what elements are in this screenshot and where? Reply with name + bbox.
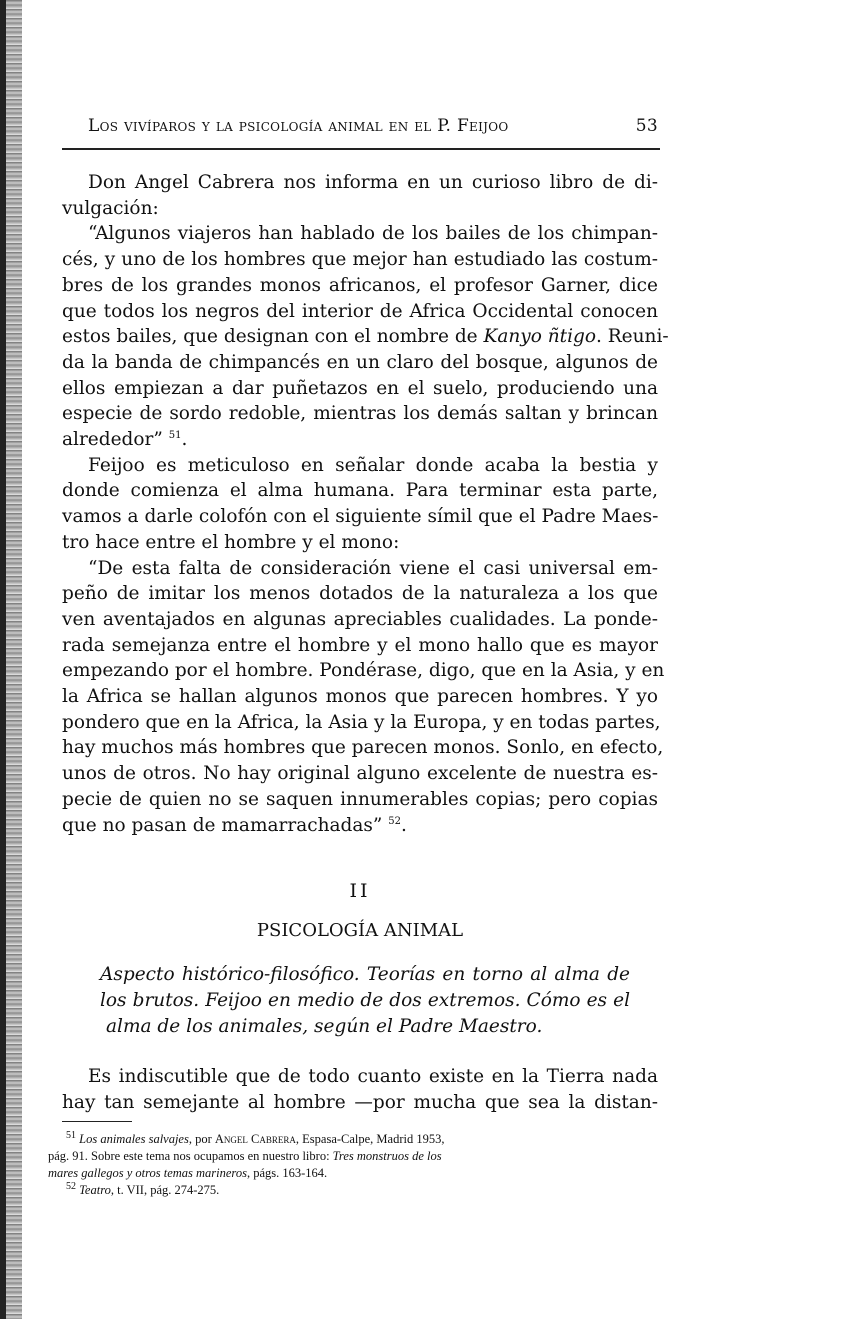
text-span: pág. 91. Sobre este tema nos ocupamos en nuestro libro:: [48, 1149, 333, 1163]
running-header: [88, 116, 658, 136]
text-span: , t. VII, pág. 274-275.: [110, 1183, 220, 1197]
text-span: .: [181, 429, 188, 451]
text-line: vulgación:: [62, 197, 159, 219]
summary-line: los brutos. Feijoo en medio de dos extremos. Cómo es el: [100, 990, 630, 1011]
text-line: “Algunos viajeros han hablado de los bailes de los chimpan-: [88, 223, 658, 245]
text-line: rada semejanza entre el hombre y el mono hallo que es mayor: [62, 634, 658, 656]
footnote-52: [48, 1182, 660, 1199]
text-line: la Africa se hallan algunos monos que parecen hombres. Y yo: [62, 686, 658, 708]
body-text-2: [62, 1064, 658, 1115]
text-line: que todos los negros del interior de Africa Occidental conocen: [62, 300, 658, 322]
text-span: , págs. 163-164.: [246, 1166, 328, 1180]
text-line: peño de imitar los menos dotados de la naturaleza a los que: [62, 583, 658, 605]
text-span: . Reuni-: [595, 326, 669, 348]
text-line: hay tan semejante al hombre —por mucha que sea la distan-: [62, 1091, 658, 1113]
text-line: “De esta falta de consideración viene el casi universal em-: [88, 557, 658, 579]
text-span: , por: [188, 1132, 215, 1146]
section-summary: [100, 962, 630, 1040]
text-line: [62, 813, 658, 839]
text-line: tro hace entre el hombre y el mono:: [62, 531, 400, 553]
footnote-number: 51: [66, 1129, 76, 1141]
text-span: estos bailes, que designan con el nombre de: [62, 326, 484, 348]
footnotes: [48, 1131, 660, 1199]
text-line: donde comienza el alma humana. Para terminar esta parte,: [62, 480, 658, 502]
text-line: Feijoo es meticuloso en señalar donde acaba la bestia y: [88, 454, 658, 476]
footnote-51: [48, 1131, 660, 1148]
text-line: bres de los grandes monos africanos, el profesor Garner, dice: [62, 274, 658, 296]
text-span: mares gallegos y otros temas marineros: [48, 1166, 247, 1180]
footnote-number: 52: [66, 1180, 76, 1192]
footnote-rule: [62, 1121, 132, 1122]
text-span: que no pasan de mamarrachadas”: [62, 814, 389, 836]
text-span: , Espasa-Calpe, Madrid 1953,: [295, 1132, 445, 1146]
header-rule: [62, 148, 660, 150]
footnote-ref: 52: [388, 815, 401, 827]
text-line: [62, 427, 658, 453]
text-line: pecie de quien no se saquen innumerables copias; pero copias: [62, 788, 658, 810]
text-span: .: [401, 814, 407, 836]
footnote-ref: 51: [168, 429, 182, 441]
footnote-line: [48, 1165, 660, 1182]
text-span: alrededor”: [62, 429, 169, 451]
text-line: especie de sordo redoble, mientras los demás saltan y brincan: [62, 403, 658, 425]
summary-line: Aspecto histórico-filosófico. Teorías en torno al alma de: [100, 964, 630, 985]
italic-term: Kanyo ñtigo: [483, 326, 596, 348]
text-line: ven aventajados en algunas apreciables cualidades. La ponde-: [62, 608, 658, 630]
text-line: [62, 324, 669, 350]
text-line: unos de otros. No hay original alguno excelente de nuestra es-: [62, 763, 658, 785]
scan-edge-dark: [0, 0, 6, 1319]
text-span: Teatro: [79, 1183, 111, 1197]
text-line: Es indiscutible que de todo cuanto existe en la Tierra nada: [88, 1066, 658, 1087]
header-title: Los vivíparos y la psicología animal en el P. Feijoo: [88, 116, 509, 136]
text-line: vamos a darle colofón con el siguiente símil que el Padre Maes-: [62, 506, 659, 528]
summary-line: alma de los animales, según el Padre Maestro.: [106, 1016, 543, 1037]
text-line: ellos empiezan a dar puñetazos en el suelo, produciendo una: [62, 377, 658, 399]
text-span: Tres monstruos de los: [332, 1149, 442, 1163]
text-line: cés, y uno de los hombres que mejor han estudiado las costum-: [62, 249, 658, 271]
text-line: empezando por el hombre. Pondérase, digo, que en la Asia, y en: [62, 660, 665, 682]
text-line: hay muchos más hombres que parecen monos. Sonlo, en efecto,: [62, 737, 664, 759]
text-span: Los animales salvajes: [79, 1132, 189, 1146]
text-line: da la banda de chimpancés en un claro del bosque, algunos de: [62, 351, 658, 373]
footnote-line: [48, 1148, 660, 1165]
section-number: II: [349, 880, 371, 902]
body-text: [62, 170, 669, 838]
text-line: Don Angel Cabrera nos informa en un curioso libro de di-: [88, 172, 658, 193]
section-title: PSICOLOGÍA ANIMAL: [256, 920, 464, 941]
page-number: 53: [635, 116, 658, 136]
text-line: pondero que en la Africa, la Asia y la Europa, y en todas partes,: [62, 711, 661, 733]
text-span: Angel Cabrera: [214, 1132, 296, 1146]
